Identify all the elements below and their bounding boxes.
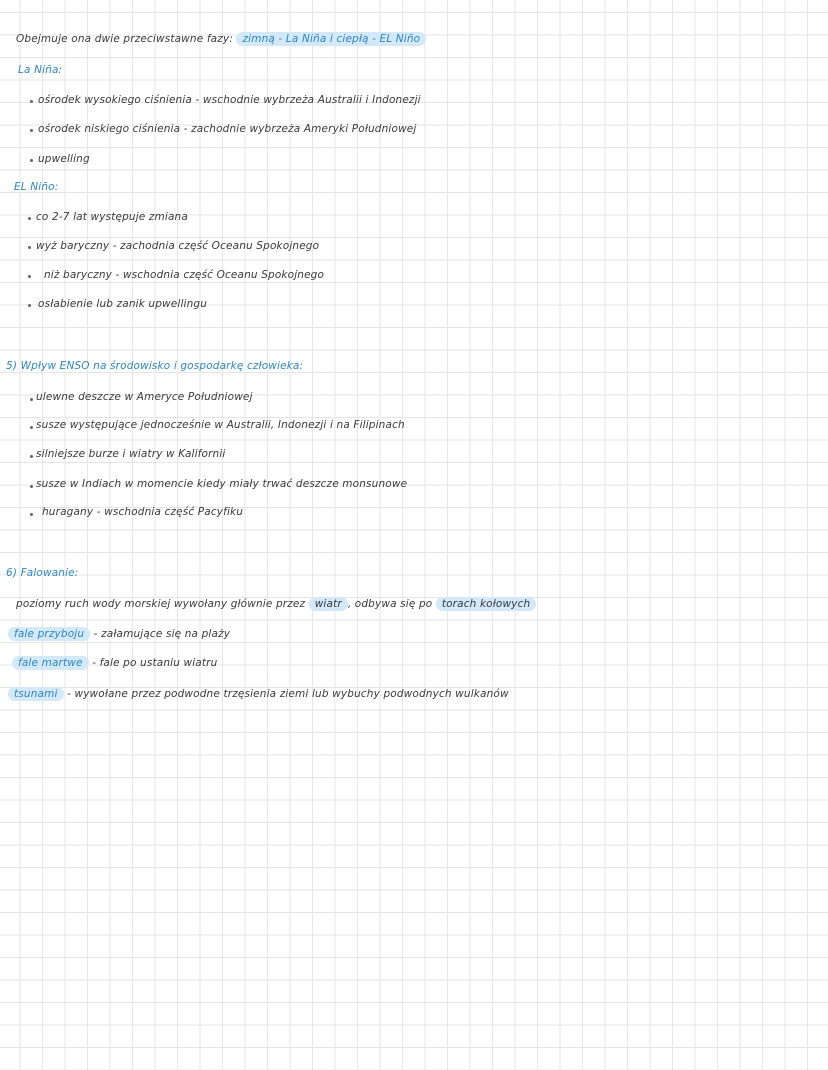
wave-type-term: tsunami <box>8 687 64 701</box>
el-nino-item: wyż baryczny - zachodnia część Oceanu Spokojnego <box>36 240 320 252</box>
falowanie-heading: 6) Falowanie: <box>6 567 79 579</box>
bullet <box>30 129 33 132</box>
bullet <box>28 275 31 278</box>
definition-part2: , odbywa się po <box>347 598 433 610</box>
enso-item: ulewne deszcze w Ameryce Południowej <box>36 391 253 403</box>
wave-type-row <box>8 686 509 702</box>
bullet <box>28 246 31 249</box>
wind-highlight: wiatr <box>309 597 348 611</box>
el-nino-item: niż baryczny - wschodnia część Oceanu Spokojnego <box>44 269 325 281</box>
enso-item: susze w Indiach w momencie kiedy miały trwać deszcze monsunowe <box>36 478 408 490</box>
enso-item: susze występujące jednocześnie w Australii, Indonezji i na Filipinach <box>36 419 405 431</box>
bullet <box>28 304 31 307</box>
bullet <box>30 513 33 516</box>
wave-type-desc: - fale po ustaniu wiatru <box>92 657 218 669</box>
intro-line <box>16 31 426 47</box>
bullet <box>30 100 33 103</box>
wave-type-desc: - załamujące się na plaży <box>93 628 231 640</box>
falowanie-definition <box>16 596 536 612</box>
la-nina-item: ośrodek wysokiego ciśnienia - wschodnie wybrzeża Australii i Indonezji <box>38 94 421 106</box>
bullet <box>30 485 33 488</box>
phases-highlight: zimną - La Niña i ciepłą - EL Niño <box>236 32 426 46</box>
bullet <box>30 159 33 162</box>
bullet <box>30 426 33 429</box>
intro-prefix: Obejmuje ona dwie przeciwstawne fazy: <box>16 33 233 45</box>
wave-type-term: fale przyboju <box>8 627 90 641</box>
la-nina-heading: La Niña: <box>18 64 63 76</box>
definition-part1: poziomy ruch wody morskiej wywołany głównie przez <box>16 598 306 610</box>
wave-type-row <box>12 655 217 671</box>
wave-type-term: fale martwe <box>12 656 89 670</box>
el-nino-heading: EL Niño: <box>14 181 59 193</box>
bullet <box>30 398 33 401</box>
enso-item: silniejsze burze i wiatry w Kalifornii <box>36 448 226 460</box>
circular-paths-highlight: torach kołowych <box>436 597 536 611</box>
enso-item: huragany - wschodnia część Pacyfiku <box>42 506 244 518</box>
la-nina-item: ośrodek niskiego ciśnienia - zachodnie wybrzeża Ameryki Południowej <box>38 123 417 135</box>
wave-type-row <box>8 626 230 642</box>
enso-heading: 5) Wpływ ENSO na środowisko i gospodarkę człowieka: <box>6 360 304 372</box>
la-nina-item: upwelling <box>38 153 90 165</box>
wave-type-desc: - wywołane przez podwodne trzęsienia ziemi lub wybuchy podwodnych wulkanów <box>67 688 509 700</box>
bullet <box>30 455 33 458</box>
el-nino-item: osłabienie lub zanik upwellingu <box>38 298 208 310</box>
bullet <box>28 217 31 220</box>
el-nino-item: co 2-7 lat występuje zmiana <box>36 211 188 223</box>
